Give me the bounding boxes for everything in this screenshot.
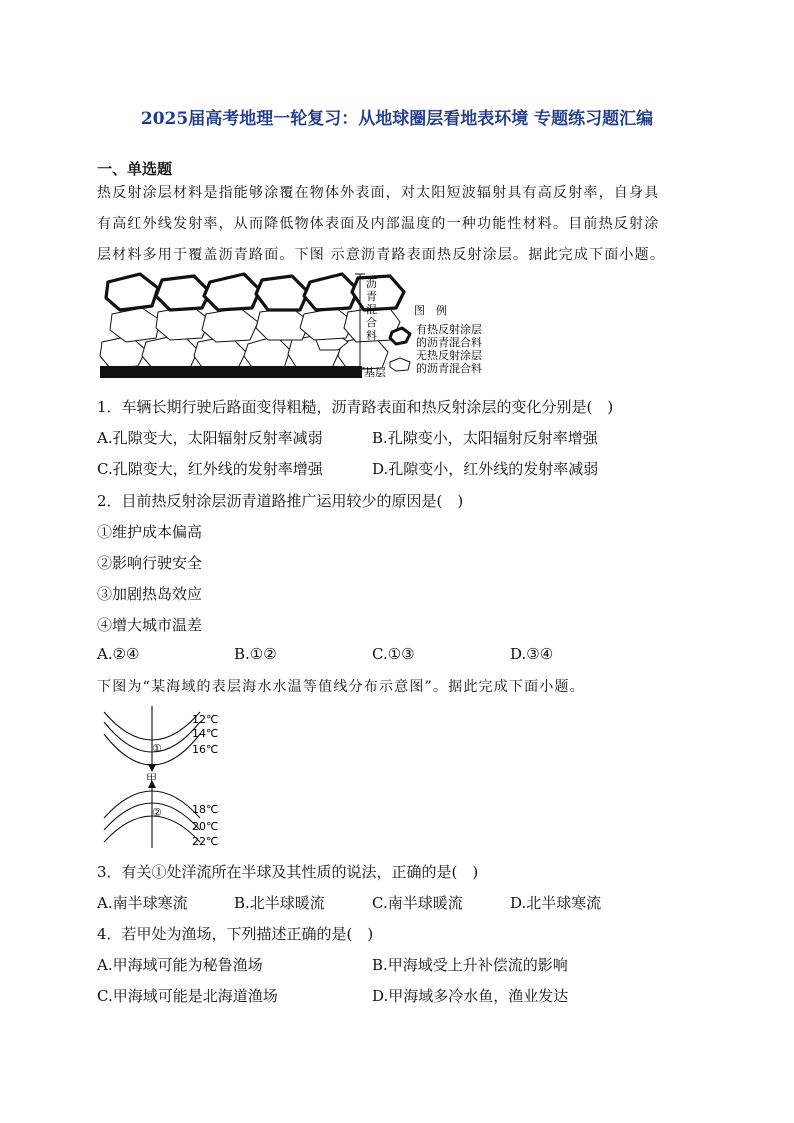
side-char: 沥	[366, 277, 377, 290]
base-layer	[100, 366, 362, 378]
q4-option-d[interactable]: D.甲海域多冷水鱼，渔业发达	[372, 987, 569, 1005]
aggregate-stone	[100, 336, 146, 368]
q1-option-d[interactable]: D.孔隙变小，红外线的发射率减弱	[372, 460, 599, 478]
iso-label-18: 18℃	[192, 803, 219, 816]
aggregate-stone	[244, 336, 290, 370]
legend-coated-label-2: 的沥青混合料	[416, 336, 482, 349]
q2-item-3: ③加剧热岛效应	[97, 585, 203, 603]
isotherm-diagram	[100, 706, 260, 848]
q1-stem: 1．车辆长期行驶后路面变得粗糙，沥青路表面和热反射涂层的变化分别是( )	[97, 398, 614, 416]
q4-option-c[interactable]: C.甲海域可能是北海道渔场	[97, 987, 278, 1005]
q3-option-d[interactable]: D.北半球寒流	[510, 894, 602, 912]
legend-plain-label-1: 无热反射涂层	[416, 349, 482, 362]
asphalt-diagram	[98, 270, 498, 382]
q3-option-b[interactable]: B.北半球暖流	[234, 894, 325, 912]
q4-stem: 4．若甲处为渔场，下列描述正确的是( )	[97, 925, 374, 943]
q2-option-b[interactable]: B.①②	[234, 645, 277, 663]
aggregate-stone	[110, 308, 160, 342]
q2-item-2: ②影响行驶安全	[97, 554, 203, 572]
q2-option-d[interactable]: D.③④	[510, 645, 554, 663]
q2-item-4: ④增大城市温差	[97, 616, 203, 634]
legend-coated-icon	[390, 328, 410, 344]
side-char: 混	[366, 303, 377, 316]
legend-title: 图 例	[414, 304, 447, 317]
q1-option-b[interactable]: B.孔隙变小，太阳辐射反射率增强	[372, 429, 598, 447]
legend-plain-label-2: 的沥青混合料	[416, 362, 482, 375]
aggregate-stone-coated	[304, 274, 358, 310]
legend-coated-label-1: 有热反射涂层	[416, 323, 482, 336]
aggregate-stone-coated	[156, 276, 210, 310]
q3-option-c[interactable]: C.南半球暖流	[372, 894, 463, 912]
q2-stem: 2．目前热反射涂层沥青道路推广运用较少的原因是( )	[97, 492, 464, 510]
aggregate-stone-coated	[204, 274, 260, 310]
label-circle-2: ②	[152, 806, 162, 819]
aggregate-stone-coated	[106, 274, 158, 310]
q3-stem: 3．有关①处洋流所在半球及其性质的说法，正确的是( )	[97, 863, 479, 881]
aggregate-stone	[156, 306, 210, 340]
side-char: 合	[366, 316, 377, 329]
side-char: 青	[366, 290, 377, 303]
q4-option-b[interactable]: B.甲海域受上升补偿流的影响	[372, 956, 568, 974]
iso-label-14: 14℃	[192, 727, 219, 740]
iso-label-16: 16℃	[192, 743, 219, 756]
q2-option-c[interactable]: C.①③	[372, 645, 415, 663]
q1-option-c[interactable]: C.孔隙变大，红外线的发射率增强	[97, 460, 323, 478]
iso-label-12: 12℃	[192, 713, 219, 726]
intro-line-3: 层材料多用于覆盖沥青路面。下图 示意沥青路表面热反射涂层。据此完成下面小题。	[97, 247, 666, 263]
q3-option-a[interactable]: A.南半球寒流	[97, 894, 188, 912]
intro2-text: 下图为“某海域的表层海水水温等值线分布示意图”。据此完成下面小题。	[97, 679, 585, 695]
legend-plain-icon	[390, 358, 410, 371]
aggregate-stone	[202, 308, 258, 342]
q4-option-a[interactable]: A.甲海域可能为秘鲁渔场	[97, 956, 263, 974]
label-jia: 甲	[146, 772, 157, 785]
section-heading: 一、单选题	[97, 160, 173, 178]
page-title: 2025届高考地理一轮复习：从地球圈层看地表环境 专题练习题汇编	[140, 109, 654, 129]
q2-option-a[interactable]: A.②④	[97, 645, 140, 663]
aggregate-stone-coated	[256, 276, 308, 310]
q2-item-1: ①维护成本偏高	[97, 523, 203, 541]
q1-option-a[interactable]: A.孔隙变大，太阳辐射反射率减弱	[97, 429, 323, 447]
iso-label-22: 22℃	[192, 835, 219, 848]
iso-label-20: 20℃	[192, 820, 219, 833]
arrow-down-icon	[148, 764, 156, 772]
intro-line-2: 有高红外线发射率，从而降低物体表面及内部温度的一种功能性材料。目前热反射涂	[97, 216, 660, 232]
label-circle-1: ①	[152, 742, 162, 755]
intro-line-1: 热反射涂层材料是指能够涂覆在物体外表面，对太阳短波辐射具有高反射率，自身具	[97, 185, 660, 201]
side-char: 料	[366, 329, 377, 342]
figure1-base-label: 基层	[364, 366, 386, 379]
